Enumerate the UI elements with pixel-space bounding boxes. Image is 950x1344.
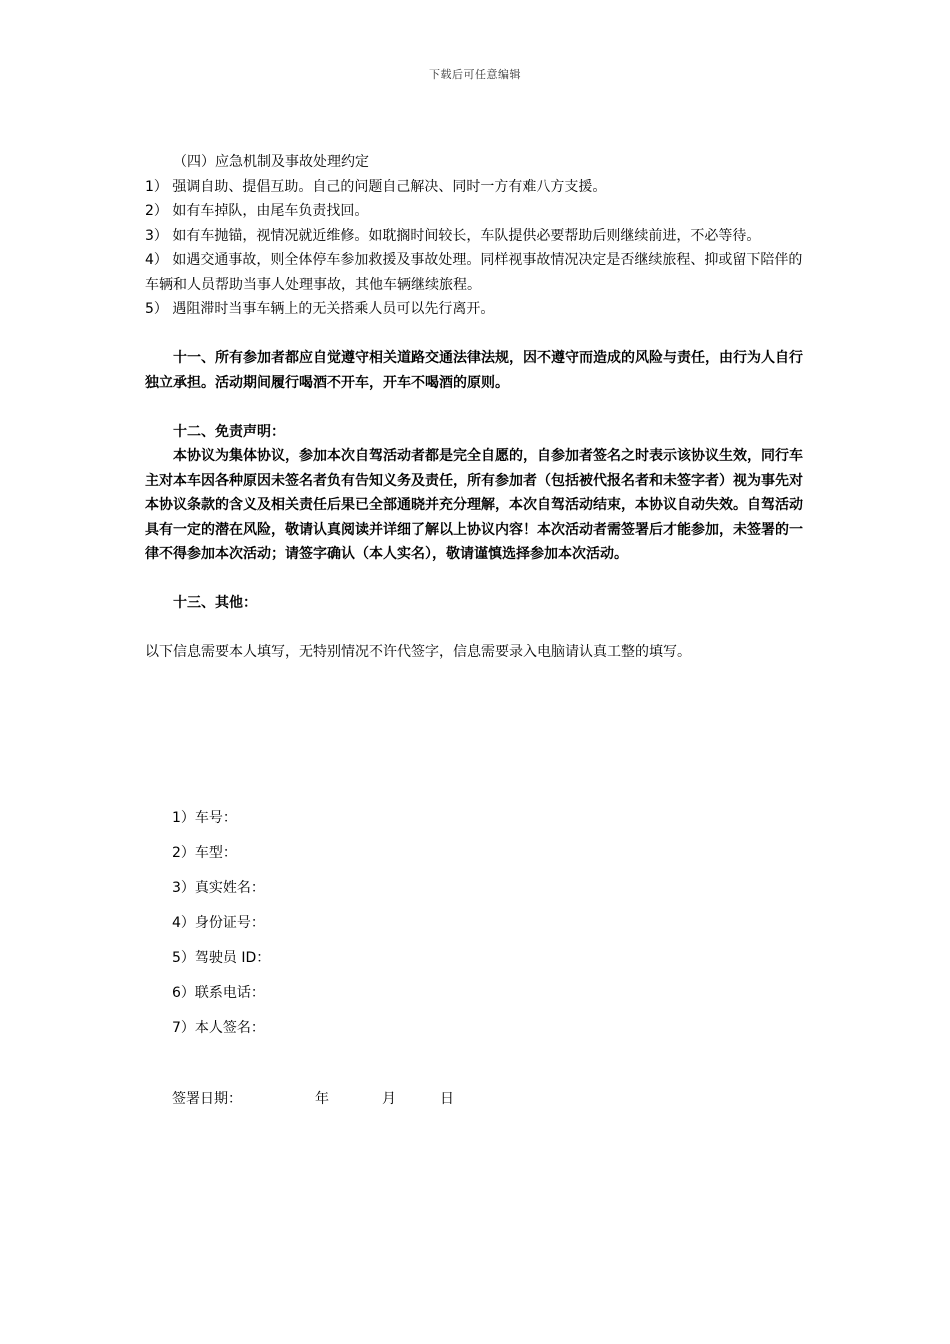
section-four-title: （四）应急机制及事故处理约定 [173, 154, 369, 170]
page-header-note: 下载后可任意编辑 [429, 68, 521, 81]
signature-date-year: 年 [315, 1091, 329, 1107]
section-four-item-3: 3） 如有车抛锚，视情况就近维修。如耽搁时间较长，车队提供必要帮助后则继续前进，不必等待。 [145, 227, 761, 244]
spacer [145, 616, 810, 641]
field-car-number: 1）车号： [172, 810, 237, 826]
field-car-model: 2）车型： [172, 845, 237, 861]
section-thirteen-instruction: 以下信息需要本人填写，无特别情况不许代签字，信息需要录入电脑请认真工整的填写。 [145, 644, 691, 660]
section-eleven-text: 十一、所有参加者都应自觉遵守相关道路交通法律法规，因不遵守而造成的风险与责任，由行为人自行独立承担。活动期间履行喝酒不开车，开车不喝酒的原则。 [145, 350, 803, 391]
section-twelve-title: 十二、免责声明： [173, 423, 285, 440]
section-four-item-4: 4） 如遇交通事故，则全体停车参加救援及事故处理。同样视事故情况决定是否继续旅程、抑或留下陪伴的车辆和人员帮助当事人处理事故，其他车辆继续旅程。 [145, 252, 803, 293]
document-body [145, 150, 810, 665]
spacer [145, 395, 810, 420]
section-four-item-2: 2） 如有车掉队，由尾车负责找回。 [145, 203, 369, 219]
signature-date-month: 月 [382, 1091, 396, 1107]
field-id-number: 4）身份证号： [172, 915, 265, 931]
section-four-item-5: 5） 遇阻滞时当事车辆上的无关搭乘人员可以先行离开。 [145, 301, 495, 317]
form-fields [172, 806, 270, 1051]
field-real-name: 3）真实姓名： [172, 880, 265, 896]
section-thirteen-title: 十三、其他： [173, 595, 257, 611]
signature-date-day: 日 [440, 1091, 454, 1107]
field-driver-id: 5）驾驶员 ID： [172, 950, 271, 966]
section-twelve-body: 本协议为集体协议，参加本次自驾活动者都是完全自愿的，自参加者签名之时表示该协议生效，同行车主对本车因各种原因未签名者负有告知义务及责任，所有参加者（包括被代报名者和未签字者）视为事先对本协议条款的含义及相关责任后果已全部通晓并充分理解，本次自驾活动结束，本协议自动失效。自驾活动具有一定的潜在风险，敬请认真阅读并详细了解以上协议内容！本次活动者需签署后才能参加，未签署的一律不得参加本次活动；请签字确认（本人实名），敬请谨慎选择参加本次活动。 [145, 448, 803, 562]
section-four-item-1: 1） 强调自助、提倡互助。自己的问题自己解决、同时一方有难八方支援。 [145, 178, 607, 195]
signature-date-label: 签署日期： [172, 1091, 242, 1107]
field-phone: 6）联系电话： [172, 985, 265, 1001]
spacer [145, 567, 810, 592]
signature-date-line [172, 1087, 454, 1111]
field-signature: 7）本人签名： [172, 1020, 265, 1036]
spacer [145, 322, 810, 347]
